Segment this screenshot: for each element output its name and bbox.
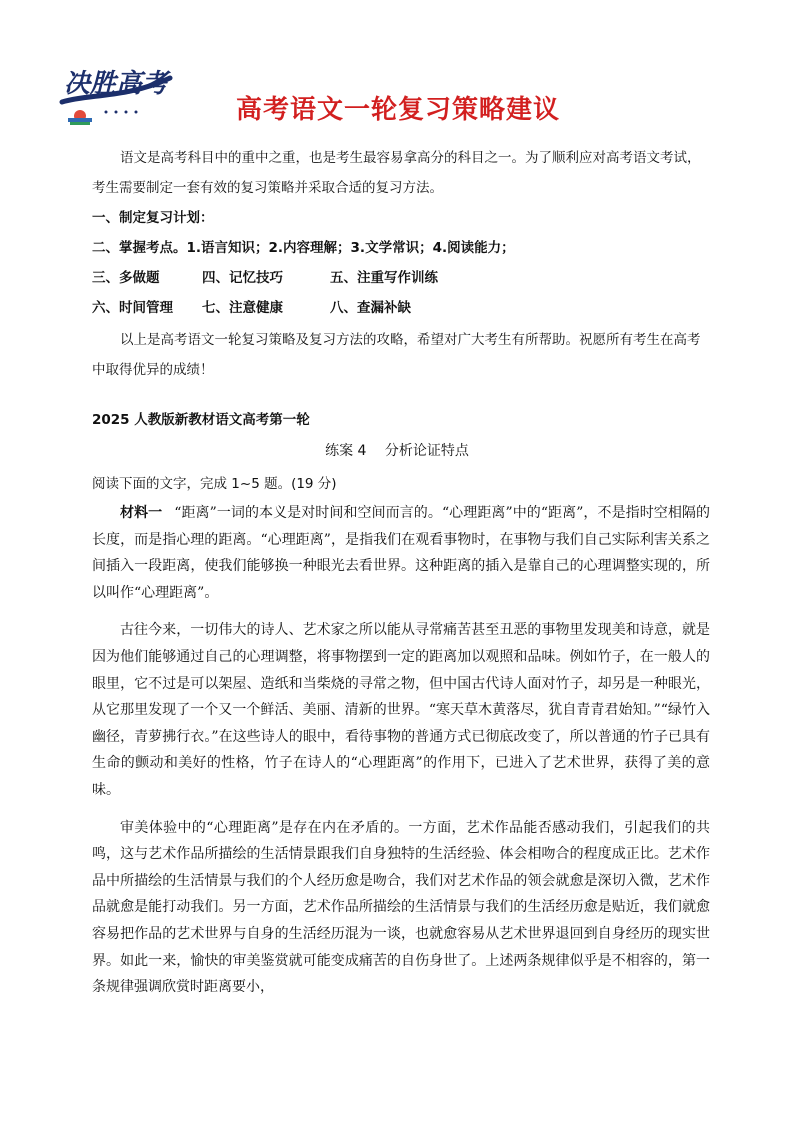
passage-paragraph-1-text: “距离”一词的本义是对时间和空间而言的。“心理距离”中的“距离”，不是指时空相隔的长度，而是指心理的距离。“心理距离”，是指我们在观看事物时，在事物与我们自己实际利害关系之间插入一段距离，使我们能够换一种眼光去看世界。这种距离的插入是靠自己的心理调整实现的，所以叫作“心理距离”。 (92, 505, 710, 601)
passage-paragraph-3: 审美体验中的“心理距离”是存在内在矛盾的。一方面，艺术作品能否感动我们，引起我们的共鸣，这与艺术作品所描绘的生活情景跟我们自身独特的生活经验、体会相吻合的程度成正比。艺术作品中所描绘的生活情景与我们的个人经历愈是吻合，我们对艺术作品的领会就愈是深切入微，艺术作品就愈是能打动我们。另一方面，艺术作品所描绘的生活情景与我们的生活经历愈是贴近，我们就愈容易把作品的艺术世界与自身的生活经历混为一谈，也就愈容易从艺术世界退回到自身经历的现实世界。如此一来，愉快的审美鉴赏就可能变成痛苦的自伤身世了。上述两条规律似乎是不相容的，第一条规律强调欣赏时距离要小， (92, 819, 710, 996)
page-title: 高考语文一轮复习策略建议 (236, 95, 561, 125)
svg-text:决胜高考: 决胜高考 (64, 69, 169, 99)
passage-paragraph-1 (92, 500, 710, 606)
brand-logo-graphic (58, 58, 178, 130)
strategy-item-6: 六、时间管理 (92, 300, 173, 316)
brand-logo (58, 58, 178, 130)
strategy-row-3 (92, 263, 710, 293)
section-heading: 2025 人教版新教材语文高考第一轮 (92, 412, 310, 428)
strategy-item-4: 四、记忆技巧 (202, 270, 283, 286)
strategy-item-3: 三、多做题 (92, 270, 160, 286)
reading-passage (92, 500, 710, 1012)
intro-paragraph: 语文是高考科目中的重中之重，也是考生最容易拿高分的科目之一。为了顺利应对高考语文考试，考生需要制定一套有效的复习策略并采取合适的复习方法。 (92, 150, 701, 196)
exercise-title: 练案 4 分析论证特点 (325, 443, 469, 459)
strategy-item-2: 二、掌握考点。1.语言知识；2.内容理解；3.文学常识；4.阅读能力； (92, 240, 515, 256)
intro-block (92, 143, 710, 385)
strategy-row-4 (92, 293, 710, 323)
strategy-item-5: 五、注重写作训练 (330, 270, 438, 286)
strategy-item-8: 八、查漏补缺 (330, 300, 411, 316)
passage-paragraph-2: 古往今来，一切伟大的诗人、艺术家之所以能从寻常痛苦甚至丑恶的事物里发现美和诗意，就是因为他们能够通过自己的心理调整，将事物摆到一定的距离加以观照和品味。例如竹子，在一般人的眼里，它不过是可以架屋、造纸和当柴烧的寻常之物，但中国古代诗人面对竹子，却另是一种眼光，从它那里发现了一个又一个鲜活、美丽、清新的世界。“寒天草木黄落尽，犹自青青君始知。”“绿竹入幽径，青萝拂行衣。”在这些诗人的眼中，看待事物的普通方式已彻底改变了，所以普通的竹子已具有生命的颤动和美好的性格，竹子在诗人的“心理距离”的作用下，已进入了艺术世界，获得了美的意味。 (92, 622, 710, 798)
strategy-item-7: 七、注意健康 (202, 300, 283, 316)
instructions: 阅读下面的文字，完成 1~5 题。(19 分) (92, 476, 337, 492)
strategy-item-1: 一、制定复习计划： (92, 210, 214, 226)
closing-paragraph: 以上是高考语文一轮复习策略及复习方法的攻略，希望对广大考生有所帮助。祝愿所有考生在高考中取得优异的成绩！ (92, 332, 701, 378)
material-label: 材料一 (120, 505, 163, 521)
